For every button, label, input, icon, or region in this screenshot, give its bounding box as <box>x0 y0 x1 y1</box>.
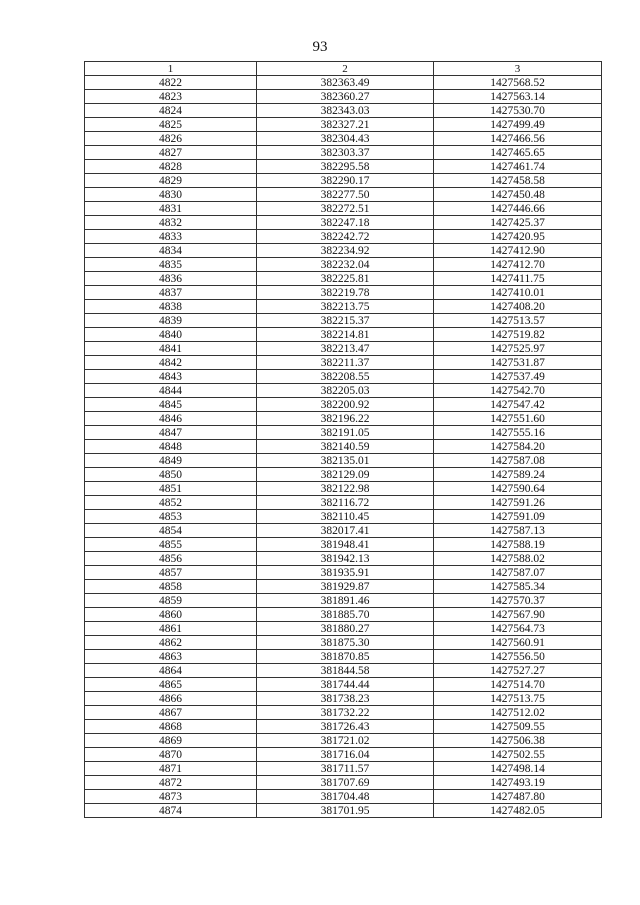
point-number-cell: 4840 <box>85 328 257 342</box>
point-number-cell: 4844 <box>85 384 257 398</box>
x-coordinate-cell: 381935.91 <box>257 566 434 580</box>
table-row <box>85 146 602 160</box>
point-number-cell: 4852 <box>85 496 257 510</box>
y-coordinate-cell: 1427591.26 <box>434 496 602 510</box>
point-number-cell: 4859 <box>85 594 257 608</box>
point-number-cell: 4848 <box>85 440 257 454</box>
y-coordinate-cell: 1427564.73 <box>434 622 602 636</box>
table-row <box>85 720 602 734</box>
x-coordinate-cell: 382215.37 <box>257 314 434 328</box>
y-coordinate-cell: 1427588.02 <box>434 552 602 566</box>
y-coordinate-cell: 1427514.70 <box>434 678 602 692</box>
point-number-cell: 4872 <box>85 776 257 790</box>
point-number-cell: 4858 <box>85 580 257 594</box>
column-header-3: 3 <box>434 62 602 76</box>
y-coordinate-cell: 1427506.38 <box>434 734 602 748</box>
table-row <box>85 202 602 216</box>
x-coordinate-cell: 382129.09 <box>257 468 434 482</box>
y-coordinate-cell: 1427555.16 <box>434 426 602 440</box>
table-row <box>85 258 602 272</box>
point-number-cell: 4828 <box>85 160 257 174</box>
table-row <box>85 510 602 524</box>
x-coordinate-cell: 382343.03 <box>257 104 434 118</box>
table-row <box>85 230 602 244</box>
y-coordinate-cell: 1427446.66 <box>434 202 602 216</box>
table-row <box>85 538 602 552</box>
point-number-cell: 4869 <box>85 734 257 748</box>
y-coordinate-cell: 1427450.48 <box>434 188 602 202</box>
x-coordinate-cell: 382213.47 <box>257 342 434 356</box>
point-number-cell: 4836 <box>85 272 257 286</box>
x-coordinate-cell: 382135.01 <box>257 454 434 468</box>
x-coordinate-cell: 381942.13 <box>257 552 434 566</box>
table-header-row <box>85 62 602 76</box>
x-coordinate-cell: 382272.51 <box>257 202 434 216</box>
table-row <box>85 594 602 608</box>
table-row <box>85 608 602 622</box>
point-number-cell: 4829 <box>85 174 257 188</box>
y-coordinate-cell: 1427591.09 <box>434 510 602 524</box>
table-row <box>85 580 602 594</box>
x-coordinate-cell: 382208.55 <box>257 370 434 384</box>
x-coordinate-cell: 381870.85 <box>257 650 434 664</box>
table-row <box>85 342 602 356</box>
y-coordinate-cell: 1427461.74 <box>434 160 602 174</box>
y-coordinate-cell: 1427412.90 <box>434 244 602 258</box>
y-coordinate-cell: 1427587.13 <box>434 524 602 538</box>
table-row <box>85 622 602 636</box>
point-number-cell: 4847 <box>85 426 257 440</box>
x-coordinate-cell: 382290.17 <box>257 174 434 188</box>
x-coordinate-cell: 382214.81 <box>257 328 434 342</box>
x-coordinate-cell: 382327.21 <box>257 118 434 132</box>
x-coordinate-cell: 381732.22 <box>257 706 434 720</box>
x-coordinate-cell: 381738.23 <box>257 692 434 706</box>
point-number-cell: 4831 <box>85 202 257 216</box>
point-number-cell: 4823 <box>85 90 257 104</box>
x-coordinate-cell: 381948.41 <box>257 538 434 552</box>
y-coordinate-cell: 1427425.37 <box>434 216 602 230</box>
point-number-cell: 4842 <box>85 356 257 370</box>
x-coordinate-cell: 381711.57 <box>257 762 434 776</box>
table-row <box>85 104 602 118</box>
table-row <box>85 132 602 146</box>
y-coordinate-cell: 1427588.19 <box>434 538 602 552</box>
x-coordinate-cell: 381721.02 <box>257 734 434 748</box>
point-number-cell: 4854 <box>85 524 257 538</box>
point-number-cell: 4833 <box>85 230 257 244</box>
table-row <box>85 748 602 762</box>
y-coordinate-cell: 1427509.55 <box>434 720 602 734</box>
x-coordinate-cell: 381880.27 <box>257 622 434 636</box>
point-number-cell: 4860 <box>85 608 257 622</box>
table-row <box>85 174 602 188</box>
point-number-cell: 4863 <box>85 650 257 664</box>
x-coordinate-cell: 382232.04 <box>257 258 434 272</box>
point-number-cell: 4846 <box>85 412 257 426</box>
x-coordinate-cell: 381707.69 <box>257 776 434 790</box>
table-row <box>85 328 602 342</box>
y-coordinate-cell: 1427556.50 <box>434 650 602 664</box>
table-row <box>85 496 602 510</box>
y-coordinate-cell: 1427537.49 <box>434 370 602 384</box>
x-coordinate-cell: 382205.03 <box>257 384 434 398</box>
y-coordinate-cell: 1427531.87 <box>434 356 602 370</box>
point-number-cell: 4825 <box>85 118 257 132</box>
y-coordinate-cell: 1427493.19 <box>434 776 602 790</box>
y-coordinate-cell: 1427458.58 <box>434 174 602 188</box>
point-number-cell: 4862 <box>85 636 257 650</box>
table-row <box>85 650 602 664</box>
y-coordinate-cell: 1427502.55 <box>434 748 602 762</box>
point-number-cell: 4851 <box>85 482 257 496</box>
x-coordinate-cell: 381929.87 <box>257 580 434 594</box>
x-coordinate-cell: 382277.50 <box>257 188 434 202</box>
table-row <box>85 804 602 818</box>
point-number-cell: 4834 <box>85 244 257 258</box>
y-coordinate-cell: 1427584.20 <box>434 440 602 454</box>
table-row <box>85 188 602 202</box>
x-coordinate-cell: 382116.72 <box>257 496 434 510</box>
x-coordinate-cell: 382247.18 <box>257 216 434 230</box>
table-row <box>85 426 602 440</box>
y-coordinate-cell: 1427542.70 <box>434 384 602 398</box>
y-coordinate-cell: 1427412.70 <box>434 258 602 272</box>
x-coordinate-cell: 381701.95 <box>257 804 434 818</box>
point-number-cell: 4832 <box>85 216 257 230</box>
point-number-cell: 4839 <box>85 314 257 328</box>
table-row <box>85 678 602 692</box>
y-coordinate-cell: 1427420.95 <box>434 230 602 244</box>
table-row <box>85 272 602 286</box>
point-number-cell: 4845 <box>85 398 257 412</box>
y-coordinate-cell: 1427570.37 <box>434 594 602 608</box>
point-number-cell: 4871 <box>85 762 257 776</box>
y-coordinate-cell: 1427527.27 <box>434 664 602 678</box>
table-row <box>85 482 602 496</box>
table-row <box>85 244 602 258</box>
point-number-cell: 4861 <box>85 622 257 636</box>
x-coordinate-cell: 382110.45 <box>257 510 434 524</box>
table-body <box>85 76 602 818</box>
table-row <box>85 300 602 314</box>
point-number-cell: 4841 <box>85 342 257 356</box>
x-coordinate-cell: 382122.98 <box>257 482 434 496</box>
x-coordinate-cell: 382303.37 <box>257 146 434 160</box>
table-row <box>85 636 602 650</box>
x-coordinate-cell: 381885.70 <box>257 608 434 622</box>
table-row <box>85 734 602 748</box>
point-number-cell: 4824 <box>85 104 257 118</box>
x-coordinate-cell: 382219.78 <box>257 286 434 300</box>
x-coordinate-cell: 381726.43 <box>257 720 434 734</box>
y-coordinate-cell: 1427563.14 <box>434 90 602 104</box>
table-row <box>85 370 602 384</box>
point-number-cell: 4873 <box>85 790 257 804</box>
point-number-cell: 4837 <box>85 286 257 300</box>
y-coordinate-cell: 1427551.60 <box>434 412 602 426</box>
point-number-cell: 4864 <box>85 664 257 678</box>
point-number-cell: 4856 <box>85 552 257 566</box>
x-coordinate-cell: 382234.92 <box>257 244 434 258</box>
table-row <box>85 76 602 90</box>
point-number-cell: 4874 <box>85 804 257 818</box>
x-coordinate-cell: 382363.49 <box>257 76 434 90</box>
column-header-1: 1 <box>85 62 257 76</box>
x-coordinate-cell: 382213.75 <box>257 300 434 314</box>
x-coordinate-cell: 382295.58 <box>257 160 434 174</box>
y-coordinate-cell: 1427530.70 <box>434 104 602 118</box>
point-number-cell: 4855 <box>85 538 257 552</box>
table-row <box>85 790 602 804</box>
table-row <box>85 440 602 454</box>
y-coordinate-cell: 1427525.97 <box>434 342 602 356</box>
table-row <box>85 454 602 468</box>
x-coordinate-cell: 381891.46 <box>257 594 434 608</box>
point-number-cell: 4853 <box>85 510 257 524</box>
y-coordinate-cell: 1427408.20 <box>434 300 602 314</box>
y-coordinate-cell: 1427465.65 <box>434 146 602 160</box>
table-row <box>85 412 602 426</box>
table-row <box>85 160 602 174</box>
x-coordinate-cell: 382242.72 <box>257 230 434 244</box>
y-coordinate-cell: 1427411.75 <box>434 272 602 286</box>
table-row <box>85 468 602 482</box>
x-coordinate-cell: 381704.48 <box>257 790 434 804</box>
table-row <box>85 216 602 230</box>
point-number-cell: 4835 <box>85 258 257 272</box>
y-coordinate-cell: 1427410.01 <box>434 286 602 300</box>
x-coordinate-cell: 382304.43 <box>257 132 434 146</box>
table-row <box>85 762 602 776</box>
x-coordinate-cell: 382196.22 <box>257 412 434 426</box>
table-row <box>85 776 602 790</box>
x-coordinate-cell: 382200.92 <box>257 398 434 412</box>
y-coordinate-cell: 1427499.49 <box>434 118 602 132</box>
table-row <box>85 384 602 398</box>
x-coordinate-cell: 381716.04 <box>257 748 434 762</box>
point-number-cell: 4822 <box>85 76 257 90</box>
table-row <box>85 398 602 412</box>
point-number-cell: 4870 <box>85 748 257 762</box>
table-row <box>85 118 602 132</box>
table-row <box>85 664 602 678</box>
table-row <box>85 314 602 328</box>
point-number-cell: 4826 <box>85 132 257 146</box>
y-coordinate-cell: 1427487.80 <box>434 790 602 804</box>
x-coordinate-cell: 381844.58 <box>257 664 434 678</box>
coordinates-table <box>84 61 602 818</box>
table-row <box>85 692 602 706</box>
point-number-cell: 4866 <box>85 692 257 706</box>
y-coordinate-cell: 1427513.75 <box>434 692 602 706</box>
y-coordinate-cell: 1427568.52 <box>434 76 602 90</box>
table-row <box>85 552 602 566</box>
y-coordinate-cell: 1427587.08 <box>434 454 602 468</box>
x-coordinate-cell: 382017.41 <box>257 524 434 538</box>
x-coordinate-cell: 381744.44 <box>257 678 434 692</box>
y-coordinate-cell: 1427519.82 <box>434 328 602 342</box>
y-coordinate-cell: 1427589.24 <box>434 468 602 482</box>
y-coordinate-cell: 1427482.05 <box>434 804 602 818</box>
y-coordinate-cell: 1427587.07 <box>434 566 602 580</box>
y-coordinate-cell: 1427590.64 <box>434 482 602 496</box>
x-coordinate-cell: 381875.30 <box>257 636 434 650</box>
point-number-cell: 4827 <box>85 146 257 160</box>
point-number-cell: 4867 <box>85 706 257 720</box>
y-coordinate-cell: 1427585.34 <box>434 580 602 594</box>
y-coordinate-cell: 1427498.14 <box>434 762 602 776</box>
y-coordinate-cell: 1427513.57 <box>434 314 602 328</box>
table-row <box>85 566 602 580</box>
x-coordinate-cell: 382211.37 <box>257 356 434 370</box>
table-row <box>85 286 602 300</box>
y-coordinate-cell: 1427547.42 <box>434 398 602 412</box>
table-row <box>85 706 602 720</box>
table-row <box>85 356 602 370</box>
x-coordinate-cell: 382140.59 <box>257 440 434 454</box>
point-number-cell: 4868 <box>85 720 257 734</box>
point-number-cell: 4865 <box>85 678 257 692</box>
y-coordinate-cell: 1427466.56 <box>434 132 602 146</box>
x-coordinate-cell: 382225.81 <box>257 272 434 286</box>
point-number-cell: 4838 <box>85 300 257 314</box>
point-number-cell: 4850 <box>85 468 257 482</box>
point-number-cell: 4849 <box>85 454 257 468</box>
table-row <box>85 524 602 538</box>
x-coordinate-cell: 382191.05 <box>257 426 434 440</box>
table-row <box>85 90 602 104</box>
point-number-cell: 4857 <box>85 566 257 580</box>
point-number-cell: 4830 <box>85 188 257 202</box>
point-number-cell: 4843 <box>85 370 257 384</box>
page-number: 93 <box>312 39 328 55</box>
y-coordinate-cell: 1427512.02 <box>434 706 602 720</box>
x-coordinate-cell: 382360.27 <box>257 90 434 104</box>
column-header-2: 2 <box>257 62 434 76</box>
y-coordinate-cell: 1427560.91 <box>434 636 602 650</box>
y-coordinate-cell: 1427567.90 <box>434 608 602 622</box>
